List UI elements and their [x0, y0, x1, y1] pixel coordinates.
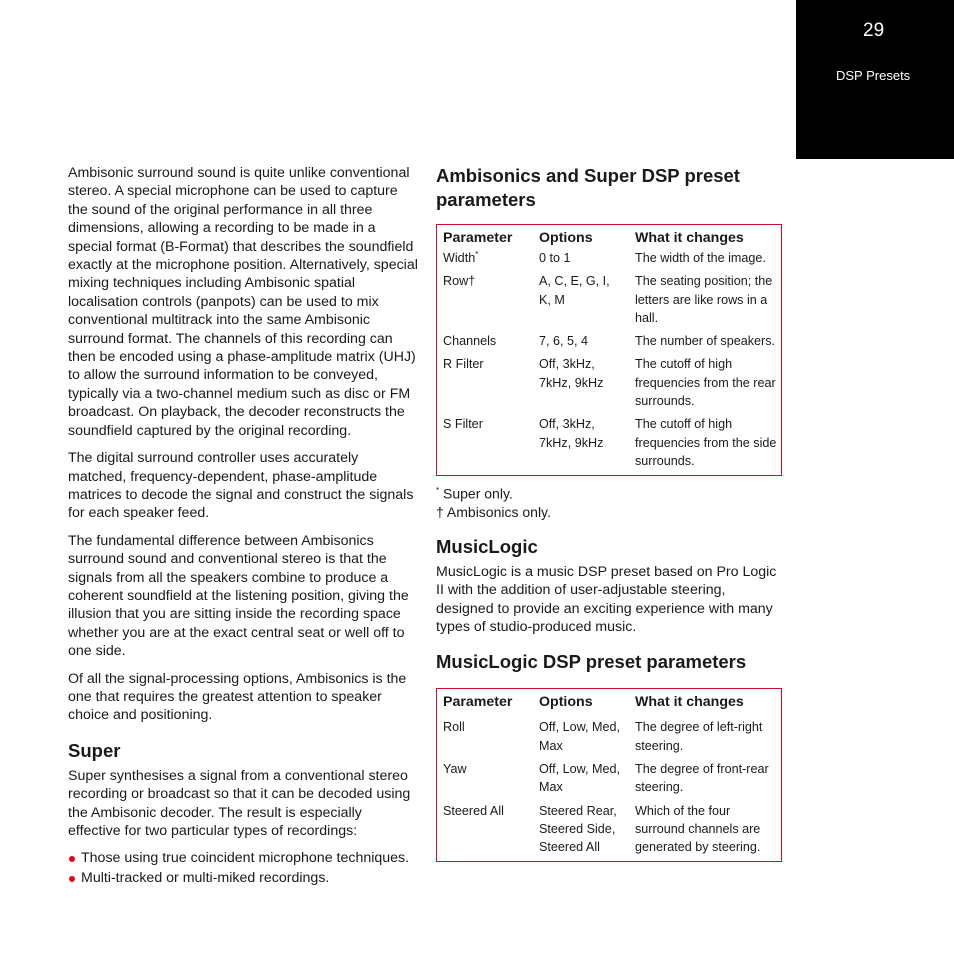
table-row — [437, 249, 781, 272]
left-column — [68, 164, 418, 888]
header-parameter: Parameter — [443, 230, 513, 246]
table-header-row — [437, 689, 781, 718]
cell-parameter: Channels — [443, 334, 497, 349]
list-item: Those using true coincident microphone techniques. — [68, 849, 418, 869]
cell-what: The cutoff of high frequencies from the side surrounds. — [635, 417, 777, 468]
intro-paragraph: Ambisonic surround sound is quite unlike conventional stereo. A special microphone can be used to capture the sound of the original performance in all three dimensions, allowing a recording to be made in a special format (B-Format) that describes the soundfield exactly at the microphone position. Alternatively, special mixing techniques including Ambisonic spatial localisation controls (panpots) can be used to mix conventional multitrack into the same Ambisonic surround format. The channels of this recording can then be encoded using a phase-amplitude matrix (UHJ) to allow the surround information to be conveyed, typically via a two-channel medium such as disc or FM broadcast. On playback, the decoder reconstructs the soundfield captured by the original recording. — [68, 165, 418, 439]
super-paragraph: Super synthesises a signal from a conventional stereo recording or broadcast so that it can be decoded using the Ambisonic decoder. The result is especially effective for two particular types of recordings: — [68, 767, 411, 839]
cell-parameter: Row† — [443, 274, 476, 289]
table-row — [437, 415, 781, 475]
cell-what: The number of speakers. — [635, 334, 776, 349]
section-title: DSP Presets — [836, 68, 911, 83]
header-options: Options — [539, 230, 593, 246]
controller-paragraph: The digital surround controller uses accurately matched, frequency-dependent, phase-amplitude matrices to decode the signal and construct the signals for each speaker feed. — [68, 450, 414, 522]
recording-types-list — [68, 849, 418, 888]
header-options: Options — [539, 694, 593, 711]
list-item: Multi-tracked or multi-miked recordings. — [68, 869, 418, 889]
cell-what: The seating position; the letters are like rows in a hall. — [635, 274, 773, 325]
cell-what: The degree of front-rear steering. — [635, 761, 769, 795]
table-row — [437, 332, 781, 355]
table-row — [437, 802, 781, 862]
table-footnotes — [436, 482, 786, 521]
right-column — [436, 164, 786, 862]
super-heading: Super — [68, 739, 121, 761]
cell-what: The width of the image. — [635, 251, 766, 265]
cell-parameter: R Filter — [443, 357, 484, 372]
header-what: What it changes — [635, 230, 744, 246]
footnote-marker: * — [475, 249, 479, 259]
cell-parameter: Yaw — [443, 761, 467, 776]
cell-options: 7, 6, 5, 4 — [539, 334, 589, 349]
footnote-ambisonics: † Ambisonics only. — [436, 504, 551, 521]
cell-options: Off, Low, Med, Max — [539, 761, 620, 795]
attention-paragraph: Of all the signal-processing options, Ambisonics is the one that requires the greatest attention to speaker choice and positioning. — [68, 670, 407, 724]
cell-what: The degree of left-right steering. — [635, 720, 763, 753]
table-row — [437, 760, 781, 802]
header-what: What it changes — [635, 694, 744, 711]
musiclogic-parameter-table — [436, 688, 782, 862]
cell-what: The cutoff of high frequencies from the rear surrounds. — [635, 357, 776, 409]
cell-parameter: Roll — [443, 720, 465, 735]
musiclogic-heading: MusicLogic — [436, 535, 538, 557]
musiclogic-paragraph: MusicLogic is a music DSP preset based on Pro Logic II with the addition of user-adjustable steering, designed to provide an exciting experience with many types of studio-produced music. — [436, 563, 777, 635]
cell-options: A, C, E, G, I, K, M — [539, 274, 610, 307]
cell-options: Steered Rear, Steered Side, Steered All — [539, 803, 617, 855]
cell-what: Which of the four surround channels are generated by steering. — [635, 803, 761, 855]
page-number: 29 — [863, 20, 885, 41]
section-tab — [796, 0, 954, 159]
cell-options: Off, 3kHz, 7kHz, 9kHz — [539, 417, 604, 450]
header-parameter: Parameter — [443, 694, 513, 711]
cell-options: 0 to 1 — [539, 251, 571, 265]
cell-options: Off, 3kHz, 7kHz, 9kHz — [539, 357, 604, 390]
table-header-row — [437, 225, 781, 249]
difference-paragraph: The fundamental difference between Ambisonics surround sound and conventional stereo is that the signals from all the speakers combine to produce a coherent soundfield at the listening position, giving the illusion that you are sitting inside the recording space whether you are at the exact central seat or well off to one side. — [68, 532, 409, 660]
table-row — [437, 355, 781, 415]
footnote-super: * Super only. — [436, 485, 513, 502]
table-row — [437, 718, 781, 760]
musiclogic-params-heading: MusicLogic DSP preset parameters — [436, 651, 747, 673]
ambisonics-parameter-table — [436, 224, 782, 476]
cell-parameter: Steered All — [443, 803, 504, 818]
cell-parameter: S Filter — [443, 417, 483, 432]
cell-parameter: Width* — [443, 249, 479, 265]
table-row — [437, 272, 781, 332]
ambisonics-heading: Ambisonics and Super DSP preset parameters — [436, 165, 740, 210]
cell-options: Off, Low, Med, Max — [539, 720, 620, 753]
